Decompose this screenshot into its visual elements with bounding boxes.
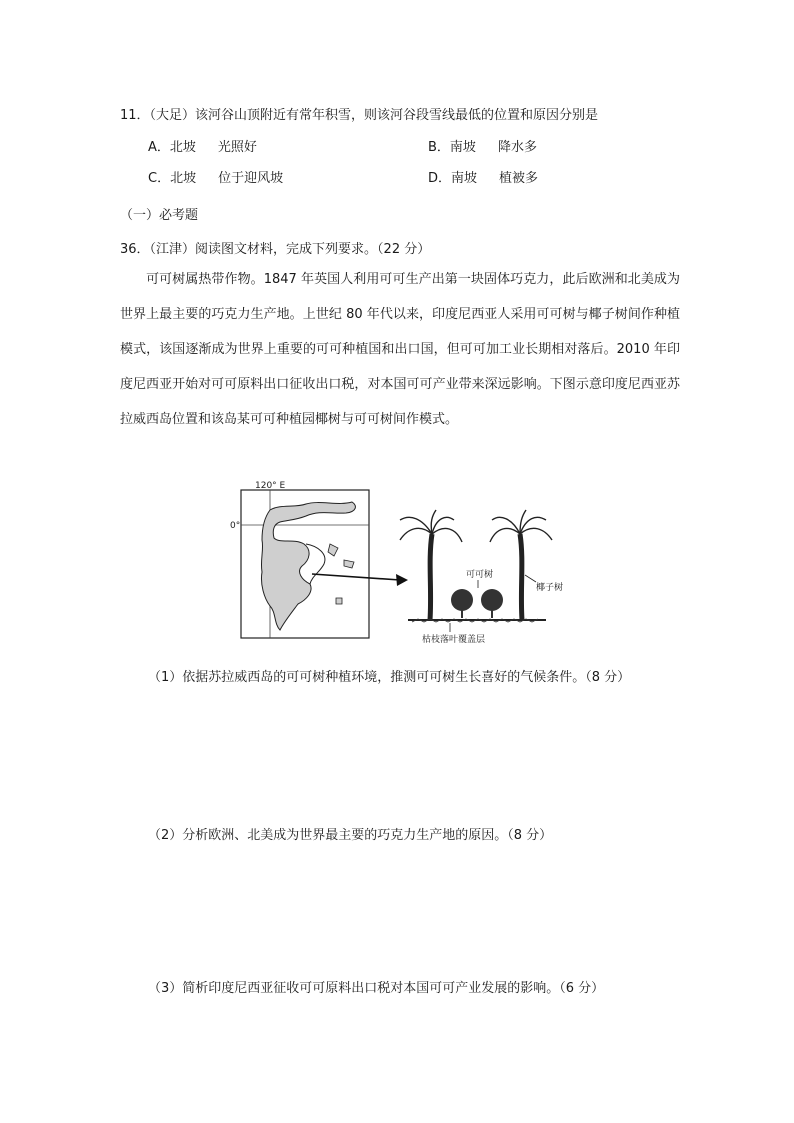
litter-label: 枯枝落叶覆盖层: [422, 635, 486, 645]
palm-trunk-left: [430, 534, 432, 620]
cocoa-trees: [451, 589, 503, 618]
sulawesi-figure: [230, 480, 564, 645]
cocoa-label: 可可树: [466, 570, 494, 580]
option-letter: A．: [148, 140, 170, 155]
latitude-label: 0°: [230, 521, 241, 531]
option-a: [148, 136, 257, 155]
option-letter: B．: [428, 140, 450, 155]
option-d: [428, 167, 538, 186]
paragraph-text: 可可树属热带作物。1847 年英国人利用可可生产出第一块固体巧克力，此后欧洲和北美成为世界上最主要的巧克力生产地。上世纪 80 年代以来，印度尼西亚人采用可可树与椰子树间作种植模式，该国逐渐成为世界上重要的可可种植国和出口国，但可可加工业长期相对落后。2010 年印度尼西亚开始对可可原料出口征收出口税，对本国可可产业带来深远影响。下图示意印度尼西亚苏拉威西岛位置和该岛某可可种植园椰树与可可树间作模式。: [120, 272, 680, 427]
option-letter: D．: [428, 171, 452, 186]
section-title: （一）必考题: [120, 208, 199, 223]
arrow-head: [396, 574, 408, 586]
option-b: [428, 136, 537, 155]
sub-question-2: （2）分析欧洲、北美成为世界最主要的巧克力生产地的原因。（8 分）: [148, 828, 553, 843]
option-text: 南坡: [449, 140, 476, 155]
longitude-label: 120° E: [255, 481, 286, 491]
sub-question-1: （1）依据苏拉威西岛的可可树种植环境，推测可可树生长喜好的气候条件。（8 分）: [148, 670, 631, 685]
small-island: [336, 598, 342, 604]
option-letter: C．: [148, 171, 171, 186]
coconut-leader: [525, 575, 536, 582]
palm-trunk-right: [520, 534, 522, 620]
option-c: [148, 167, 283, 186]
sub-question-3: （3）简析印度尼西亚征收可可原料出口税对本国可可产业发展的影响。（6 分）: [148, 981, 605, 996]
option-text: 北坡: [170, 171, 197, 186]
option-reason: 光照好: [217, 140, 257, 155]
coconut-label: 椰子树: [536, 583, 564, 593]
figure-svg: [230, 480, 564, 645]
option-reason: 位于迎风坡: [218, 171, 284, 186]
question-11-stem: 11．（大足）该河谷山顶附近有常年积雪，则该河谷段雪线最低的位置和原因分别是: [120, 108, 599, 123]
material-paragraph: [120, 262, 680, 437]
option-reason: 植被多: [499, 171, 539, 186]
option-reason: 降水多: [497, 140, 537, 155]
option-text: 南坡: [451, 171, 478, 186]
question-36-stem: 36．（江津）阅读图文材料，完成下列要求。（22 分）: [120, 242, 431, 257]
option-text: 北坡: [169, 140, 196, 155]
